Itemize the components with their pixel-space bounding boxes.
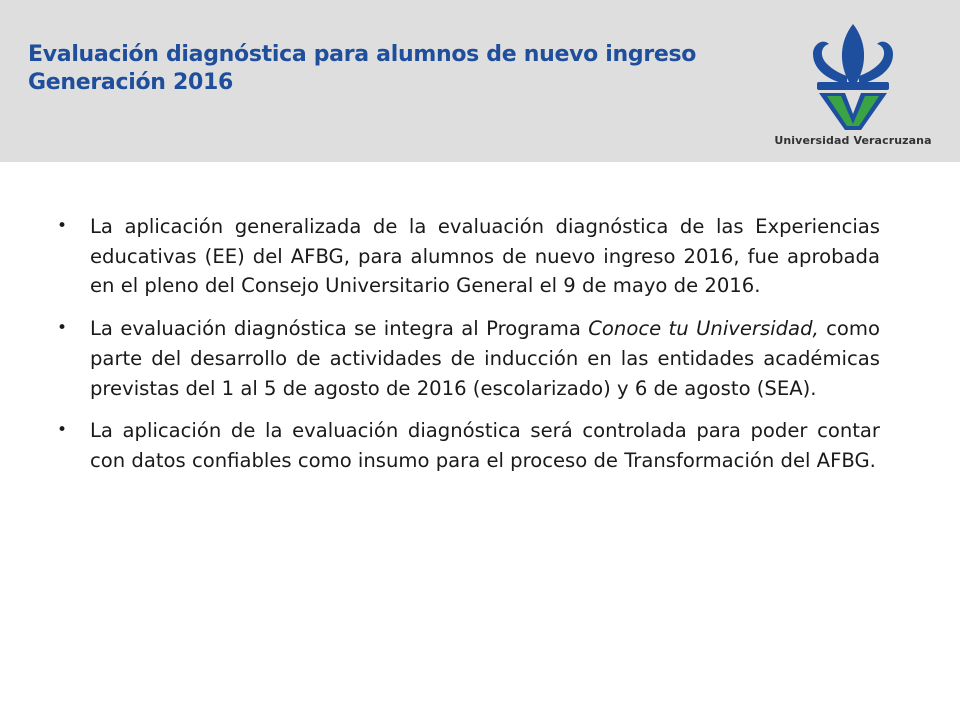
title-line-1: Evaluación diagnóstica para alumnos de nuevo ingreso — [28, 42, 697, 67]
bullet-glyph: • — [57, 318, 68, 339]
bullet-text-italic: Conoce tu Universidad, — [588, 317, 819, 341]
bullet-text — [90, 317, 880, 399]
bullet-text-part: La aplicación generalizada de la evaluación diagnóstica de las Experiencias educativas (EE) del AFBG, para alumnos de nuevo ingreso 2016, fue aprobada en el pleno del Consejo Universitario General el 9 de mayo de 2016. — [90, 215, 880, 298]
bullet-glyph: • — [57, 420, 68, 441]
bullet-item — [57, 314, 880, 403]
bullet-item — [57, 212, 880, 301]
emblem-green-v — [819, 93, 887, 130]
bullet-text — [90, 419, 880, 472]
bullet-text-part: La aplicación de la evaluación diagnóstica será controlada para poder contar con datos confiables como insumo para el proceso de Transformación del AFBG. — [90, 419, 880, 472]
bullet-glyph: • — [57, 216, 68, 236]
bullet-text — [90, 215, 880, 297]
logo-caption: Universidad Veracruzana — [774, 134, 932, 147]
slide-title — [28, 41, 768, 97]
university-logo — [768, 20, 938, 160]
emblem-blue-flourish — [813, 24, 893, 90]
bullet-list — [57, 212, 880, 489]
university-emblem-icon — [803, 22, 903, 132]
bullet-item — [57, 416, 880, 475]
title-line-2: Generación 2016 — [28, 70, 234, 95]
bullet-text-part: La evaluación diagnóstica se integra al Programa — [90, 317, 589, 341]
bullet-text-part: como parte del desarrollo de actividades de inducción en las entidades académicas previstas del 1 al 5 de agosto de 2016 (escolarizado) y 6 de agosto (SEA). — [90, 317, 880, 400]
